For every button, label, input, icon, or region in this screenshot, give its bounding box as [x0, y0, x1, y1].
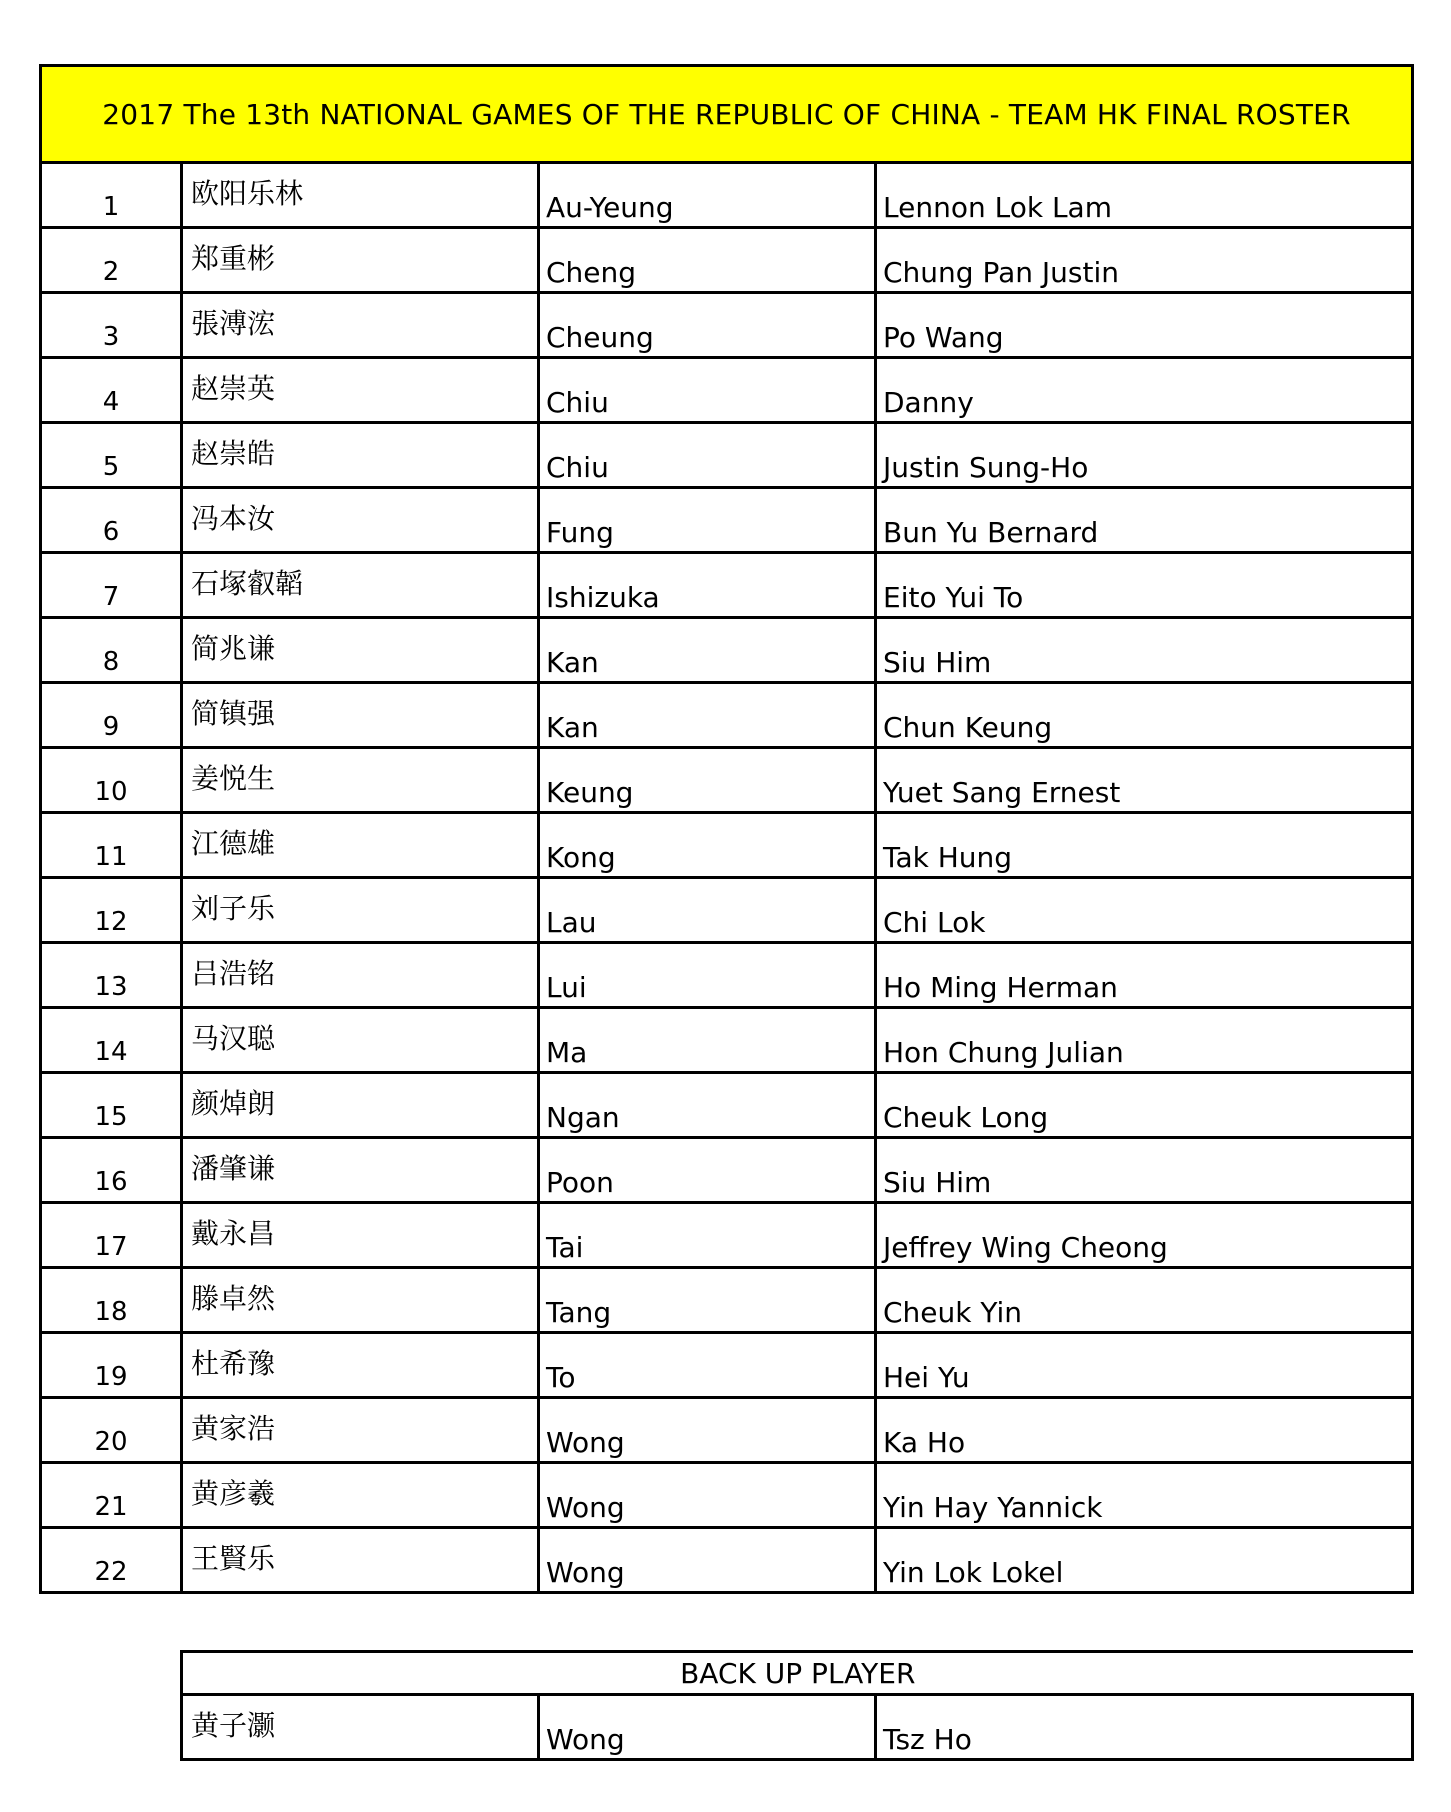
- table-row: [41, 943, 1413, 1008]
- player-given-name: Yin Hay Yannick: [876, 1463, 1413, 1528]
- player-surname: Tang: [539, 1268, 876, 1333]
- player-surname: Keung: [539, 748, 876, 813]
- player-chinese-name: 简兆谦: [182, 618, 539, 683]
- player-surname: Wong: [539, 1463, 876, 1528]
- player-surname: Ma: [539, 1008, 876, 1073]
- table-row: [41, 1398, 1413, 1463]
- player-given-name: Lennon Lok Lam: [876, 163, 1413, 228]
- player-chinese-name: 刘子乐: [182, 878, 539, 943]
- player-number: 16: [41, 1138, 182, 1203]
- player-number: 12: [41, 878, 182, 943]
- backup-chinese-name: 黄子灏: [182, 1695, 539, 1760]
- player-number: 2: [41, 228, 182, 293]
- roster-title: 2017 The 13th NATIONAL GAMES OF THE REPUBLIC OF CHINA - TEAM HK FINAL ROSTER: [41, 66, 1413, 163]
- table-row: [41, 1138, 1413, 1203]
- table-row: [41, 1528, 1413, 1593]
- player-given-name: Jeffrey Wing Cheong: [876, 1203, 1413, 1268]
- table-row: [41, 683, 1413, 748]
- player-surname: To: [539, 1333, 876, 1398]
- player-given-name: Chun Keung: [876, 683, 1413, 748]
- player-chinese-name: 黄彦羲: [182, 1463, 539, 1528]
- player-number: 15: [41, 1073, 182, 1138]
- player-chinese-name: 黄家浩: [182, 1398, 539, 1463]
- table-row: [41, 813, 1413, 878]
- player-surname: Ngan: [539, 1073, 876, 1138]
- table-row: [41, 423, 1413, 488]
- table-row: [41, 553, 1413, 618]
- player-given-name: Po Wang: [876, 293, 1413, 358]
- player-chinese-name: 郑重彬: [182, 228, 539, 293]
- player-surname: Fung: [539, 488, 876, 553]
- player-chinese-name: 潘肇谦: [182, 1138, 539, 1203]
- backup-given-name: Tsz Ho: [876, 1695, 1413, 1760]
- table-row: [41, 748, 1413, 813]
- player-chinese-name: 滕卓然: [182, 1268, 539, 1333]
- table-row: [41, 1463, 1413, 1528]
- backup-row: [182, 1695, 1413, 1760]
- player-number: 7: [41, 553, 182, 618]
- table-row: [41, 293, 1413, 358]
- player-number: 11: [41, 813, 182, 878]
- player-number: 19: [41, 1333, 182, 1398]
- player-given-name: Tak Hung: [876, 813, 1413, 878]
- player-surname: Lui: [539, 943, 876, 1008]
- table-row: [41, 1203, 1413, 1268]
- table-row: [41, 1333, 1413, 1398]
- table-row: [41, 228, 1413, 293]
- player-given-name: Yuet Sang Ernest: [876, 748, 1413, 813]
- table-row: [41, 618, 1413, 683]
- player-surname: Wong: [539, 1398, 876, 1463]
- player-chinese-name: 冯本汝: [182, 488, 539, 553]
- player-chinese-name: 姜悦生: [182, 748, 539, 813]
- player-given-name: Hei Yu: [876, 1333, 1413, 1398]
- roster-body: [41, 163, 1413, 1593]
- player-number: 20: [41, 1398, 182, 1463]
- backup-title: BACK UP PLAYER: [182, 1652, 1413, 1695]
- player-given-name: Bun Yu Bernard: [876, 488, 1413, 553]
- roster-table: [39, 64, 1414, 1594]
- player-given-name: Justin Sung-Ho: [876, 423, 1413, 488]
- player-surname: Kan: [539, 683, 876, 748]
- player-number: 4: [41, 358, 182, 423]
- player-given-name: Eito Yui To: [876, 553, 1413, 618]
- player-given-name: Yin Lok Lokel: [876, 1528, 1413, 1593]
- player-given-name: Siu Him: [876, 618, 1413, 683]
- player-surname: Chiu: [539, 358, 876, 423]
- player-chinese-name: 江德雄: [182, 813, 539, 878]
- player-number: 18: [41, 1268, 182, 1333]
- player-surname: Lau: [539, 878, 876, 943]
- player-chinese-name: 戴永昌: [182, 1203, 539, 1268]
- player-given-name: Siu Him: [876, 1138, 1413, 1203]
- player-number: 10: [41, 748, 182, 813]
- player-number: 13: [41, 943, 182, 1008]
- player-chinese-name: 張溥浤: [182, 293, 539, 358]
- player-given-name: Cheuk Yin: [876, 1268, 1413, 1333]
- player-given-name: Cheuk Long: [876, 1073, 1413, 1138]
- player-surname: Chiu: [539, 423, 876, 488]
- table-row: [41, 1268, 1413, 1333]
- player-given-name: Chi Lok: [876, 878, 1413, 943]
- player-surname: Au-Yeung: [539, 163, 876, 228]
- player-number: 3: [41, 293, 182, 358]
- table-row: [41, 1008, 1413, 1073]
- table-row: [41, 488, 1413, 553]
- player-number: 5: [41, 423, 182, 488]
- player-surname: Kong: [539, 813, 876, 878]
- player-chinese-name: 赵崇英: [182, 358, 539, 423]
- player-number: 6: [41, 488, 182, 553]
- player-chinese-name: 简镇强: [182, 683, 539, 748]
- player-surname: Cheung: [539, 293, 876, 358]
- player-surname: Wong: [539, 1528, 876, 1593]
- player-given-name: Ka Ho: [876, 1398, 1413, 1463]
- player-given-name: Danny: [876, 358, 1413, 423]
- player-chinese-name: 杜希豫: [182, 1333, 539, 1398]
- player-number: 17: [41, 1203, 182, 1268]
- player-surname: Cheng: [539, 228, 876, 293]
- player-surname: Ishizuka: [539, 553, 876, 618]
- table-row: [41, 878, 1413, 943]
- player-chinese-name: 赵崇皓: [182, 423, 539, 488]
- player-given-name: Chung Pan Justin: [876, 228, 1413, 293]
- table-row: [41, 1073, 1413, 1138]
- player-surname: Poon: [539, 1138, 876, 1203]
- player-number: 22: [41, 1528, 182, 1593]
- player-chinese-name: 颜焯朗: [182, 1073, 539, 1138]
- player-number: 14: [41, 1008, 182, 1073]
- player-number: 9: [41, 683, 182, 748]
- player-chinese-name: 吕浩铭: [182, 943, 539, 1008]
- player-given-name: Ho Ming Herman: [876, 943, 1413, 1008]
- backup-table: [180, 1650, 1414, 1761]
- player-number: 8: [41, 618, 182, 683]
- table-row: [41, 163, 1413, 228]
- player-surname: Tai: [539, 1203, 876, 1268]
- player-chinese-name: 王賢乐: [182, 1528, 539, 1593]
- player-number: 1: [41, 163, 182, 228]
- player-chinese-name: 欧阳乐林: [182, 163, 539, 228]
- backup-surname: Wong: [539, 1695, 876, 1760]
- table-row: [41, 358, 1413, 423]
- player-number: 21: [41, 1463, 182, 1528]
- player-chinese-name: 石塚叡韜: [182, 553, 539, 618]
- player-given-name: Hon Chung Julian: [876, 1008, 1413, 1073]
- player-surname: Kan: [539, 618, 876, 683]
- player-chinese-name: 马汉聪: [182, 1008, 539, 1073]
